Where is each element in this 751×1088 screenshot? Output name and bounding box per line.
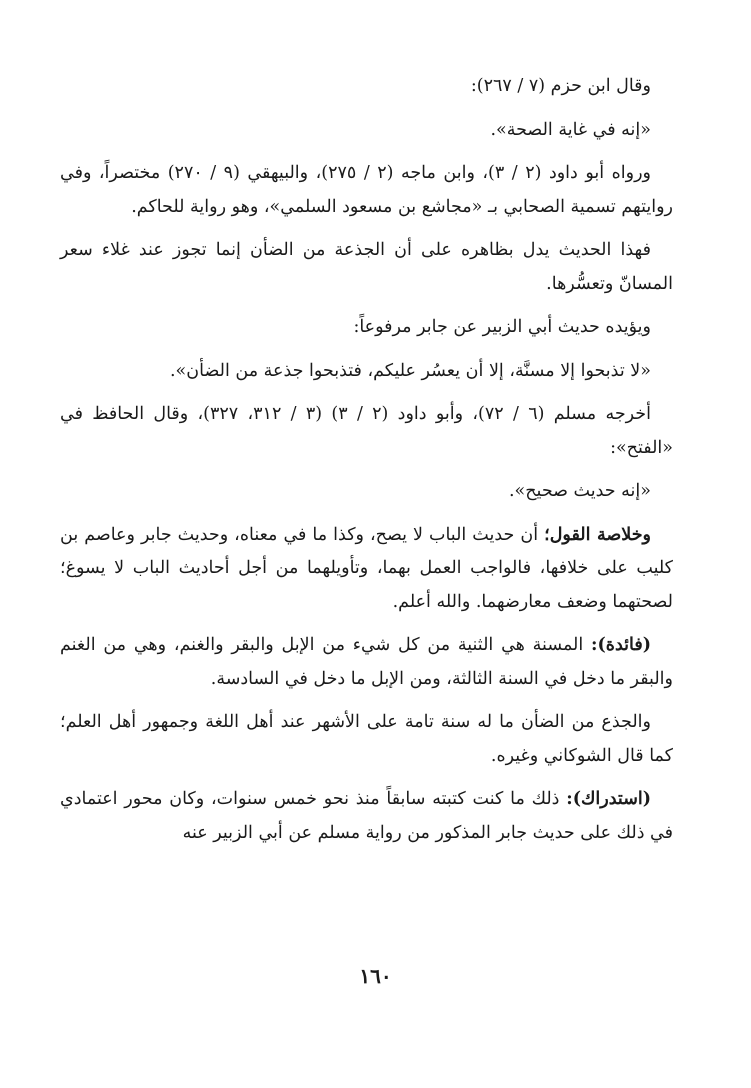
- paragraph-text: ذلك ما كنت كتبته سابقاً منذ نحو خمس سنوات، وكان محور اعتمادي في ذلك على حديث جابر المذكور من رواية مسلم عن أبي الزبير عنه: [60, 789, 673, 843]
- quote-hadith-sahih: [60, 475, 673, 509]
- paragraph-addendum: [60, 783, 673, 850]
- paragraph-label: (فائدة):: [591, 635, 651, 655]
- page-number: ١٦٠: [359, 964, 392, 988]
- paragraph-text: ويؤيده حديث أبي الزبير عن جابر مرفوعاً:: [353, 317, 651, 337]
- paragraph-text: والجذع من الضأن ما له سنة تامة على الأشهر عند أهل اللغة وجمهور أهل العلم؛ كما قال الشوكاني وغيره.: [60, 712, 673, 766]
- paragraph-ibn-hazm: [60, 70, 673, 104]
- paragraph-label: (استدراك):: [566, 789, 651, 809]
- paragraph-text: فهذا الحديث يدل بظاهره على أن الجذعة من الضأن إنما تجوز عند غلاء سعر المسانّ وتعسُّرها.: [60, 240, 673, 294]
- paragraph-jadha: [60, 706, 673, 773]
- paragraph-text: وقال ابن حزم (٧ / ٢٦٧):: [470, 76, 651, 96]
- paragraph-conclusion: [60, 519, 673, 620]
- paragraph-text: أن حديث الباب لا يصح، وكذا ما في معناه، وحديث جابر وعاصم بن كليب على خلافها، فالواجب العمل بهما، وتأويلهما من أجل أحاديث الباب لا يسوغ؛ لصحتهما وضعف معارضهما. والله أعلم.: [60, 524, 673, 612]
- quote-hadith-jabir: [60, 355, 673, 389]
- paragraph-label: وخلاصة القول؛: [544, 524, 651, 545]
- paragraph-text: «لا تذبحوا إلا مسنَّة، إلا أن يعسُر عليكم، فتذبحوا جذعة من الضأن».: [169, 360, 651, 381]
- paragraph-benefit: [60, 629, 673, 696]
- paragraph-interpretation: [60, 234, 673, 301]
- paragraph-text: أخرجه مسلم (٦ / ٧٢)، وأبو داود (٢ / ٣) (٣ / ٣١٢، ٣٢٧)، وقال الحافظ في «الفتح»:: [60, 404, 673, 458]
- paragraph-text: ورواه أبو داود (٢ / ٣)، وابن ماجه (٢ / ٢٧٥)، والبيهقي (٩ / ٢٧٠) مختصراً، وفي روايتهم تسمية الصحابي بـ «مجاشع بن مسعود السلمي»، وهو رواية للحاكم.: [60, 163, 673, 217]
- paragraph-text: «إنه في غاية الصحة».: [490, 119, 651, 140]
- paragraph-text: «إنه حديث صحيح».: [508, 481, 651, 501]
- quote-sahih: [60, 114, 673, 148]
- paragraph-references: [60, 157, 673, 224]
- paragraph-text: المسنة هي الثنية من كل شيء من الإبل والبقر والغنم، وهي من الغنم والبقر ما دخل في السنة الثالثة، ومن الإبل ما دخل في السادسة.: [60, 635, 673, 689]
- paragraph-support: [60, 311, 673, 345]
- paragraph-takhrij: [60, 398, 673, 465]
